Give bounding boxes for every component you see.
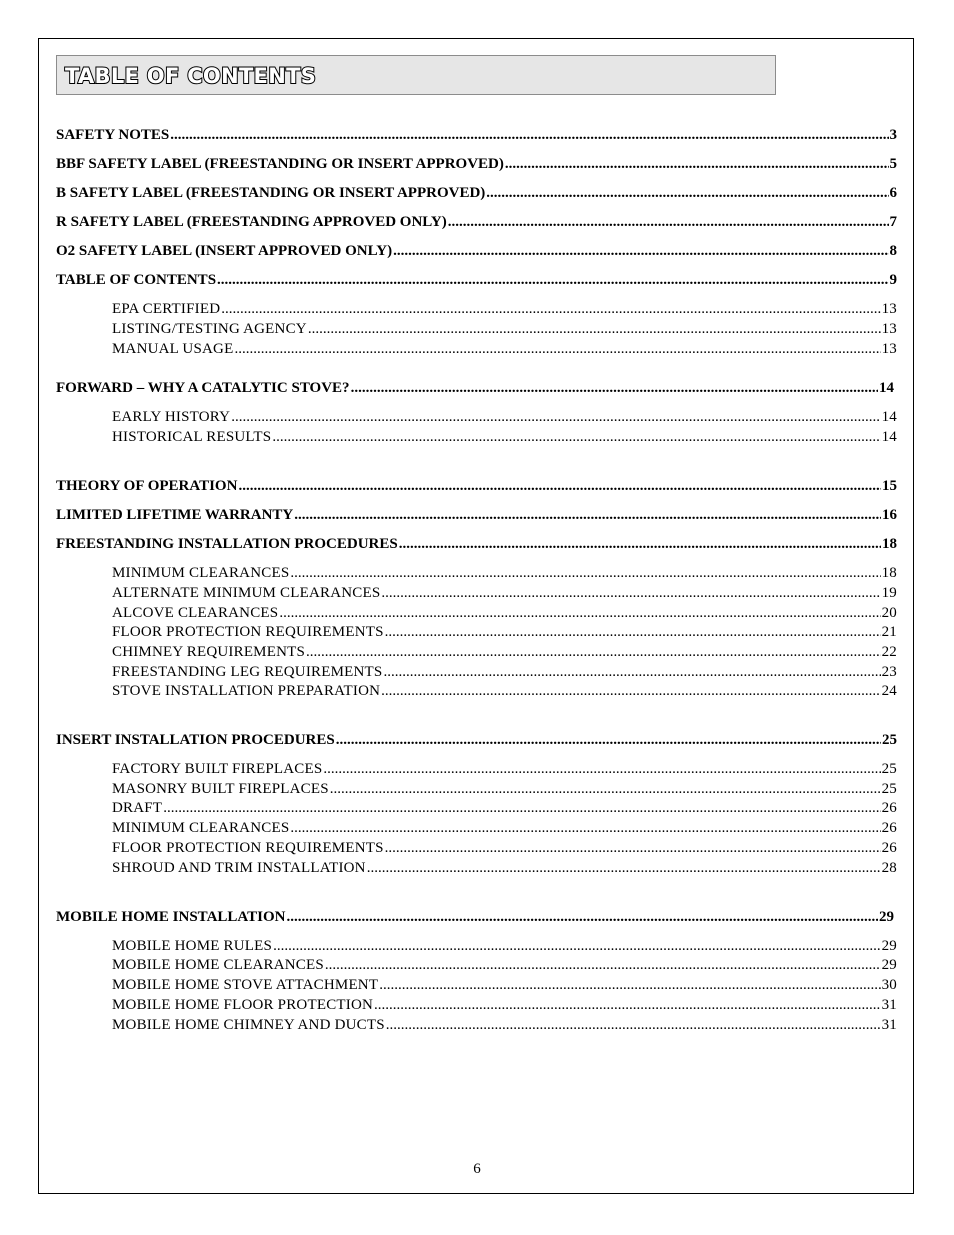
toc-entry-page: 13 xyxy=(881,301,897,317)
toc-entry-page: 21 xyxy=(881,624,897,640)
toc-entry-page: 13 xyxy=(881,341,897,357)
toc-leader-dots xyxy=(385,839,881,857)
toc-leader-dots xyxy=(367,859,881,877)
toc-entry-label: MOBILE HOME INSTALLATION xyxy=(56,909,286,925)
toc-entry-page: 26 xyxy=(881,840,897,856)
toc-leader-dots xyxy=(374,996,881,1014)
toc-leader-dots xyxy=(234,340,880,358)
toc-entry[interactable] xyxy=(56,184,897,202)
toc-leader-dots xyxy=(325,956,881,974)
toc-entry-label: ALTERNATE MINIMUM CLEARANCES xyxy=(112,585,381,601)
toc-leader-dots xyxy=(273,937,881,955)
toc-entry-page: 29 xyxy=(881,938,897,954)
toc-entry-page: 30 xyxy=(881,977,897,993)
toc-entry-label: BBF SAFETY LABEL (FREESTANDING OR INSERT APPROVED) xyxy=(56,156,504,172)
toc-leader-dots xyxy=(386,1016,881,1034)
toc-entry-label: MOBILE HOME CLEARANCES xyxy=(112,957,324,973)
toc-leader-dots xyxy=(238,477,881,495)
toc-subentry[interactable] xyxy=(112,682,897,700)
toc-subentry[interactable] xyxy=(112,584,897,602)
toc-entry-label: HISTORICAL RESULTS xyxy=(112,429,272,445)
toc-leader-dots xyxy=(308,320,881,338)
toc-entry[interactable] xyxy=(56,477,897,495)
toc-entry[interactable] xyxy=(56,731,897,749)
toc-entry-page: 24 xyxy=(881,683,897,699)
toc-subentry[interactable] xyxy=(112,428,897,446)
toc-subentry[interactable] xyxy=(112,976,897,994)
toc-subentry[interactable] xyxy=(112,760,897,778)
toc-entry-label: INSERT INSTALLATION PROCEDURES xyxy=(56,732,335,748)
toc-entry-label: FACTORY BUILT FIREPLACES xyxy=(112,761,323,777)
toc-entry-page: 22 xyxy=(881,644,897,660)
toc-entry[interactable] xyxy=(56,271,897,289)
toc-subentry[interactable] xyxy=(112,1016,897,1034)
toc-entry-label: B SAFETY LABEL (FREESTANDING OR INSERT APPROVED) xyxy=(56,185,486,201)
toc-leader-dots xyxy=(379,976,880,994)
toc-entry-label: MOBILE HOME CHIMNEY AND DUCTS xyxy=(112,1017,385,1033)
toc-entry[interactable] xyxy=(56,242,897,260)
toc-subentry[interactable] xyxy=(112,300,897,318)
toc-subentry[interactable] xyxy=(112,839,897,857)
toc-subentry[interactable] xyxy=(112,996,897,1014)
toc-entry-page: 3 xyxy=(889,127,897,143)
toc-subentry[interactable] xyxy=(112,564,897,582)
toc-entry-page: 19 xyxy=(881,585,897,601)
toc-leader-dots xyxy=(330,780,881,798)
toc-entry[interactable] xyxy=(56,379,894,397)
toc-entry-label: MOBILE HOME STOVE ATTACHMENT xyxy=(112,977,379,993)
toc-entry-label: EPA CERTIFIED xyxy=(112,301,221,317)
toc-entry-label: SAFETY NOTES xyxy=(56,127,170,143)
title-banner xyxy=(56,55,776,95)
toc-entry-label: MASONRY BUILT FIREPLACES xyxy=(112,781,329,797)
toc-leader-dots xyxy=(351,379,878,397)
toc-entry-page: 18 xyxy=(881,565,897,581)
toc-entry-page: 28 xyxy=(881,860,897,876)
toc-entry-label: ALCOVE CLEARANCES xyxy=(112,605,279,621)
toc-entry-page: 26 xyxy=(881,800,897,816)
toc-entry-label: LIMITED LIFETIME WARRANTY xyxy=(56,507,294,523)
toc-leader-dots xyxy=(170,126,888,144)
toc-entry-page: 26 xyxy=(881,820,897,836)
toc-entry-label: SHROUD AND TRIM INSTALLATION xyxy=(112,860,366,876)
toc-leader-dots xyxy=(399,535,881,553)
toc-entry-label: EARLY HISTORY xyxy=(112,409,231,425)
toc-entry-label: FLOOR PROTECTION REQUIREMENTS xyxy=(112,840,384,856)
toc-entry-label: LISTING/TESTING AGENCY xyxy=(112,321,307,337)
toc-subentry[interactable] xyxy=(112,780,897,798)
toc-entry-page: 29 xyxy=(879,909,894,925)
toc-leader-dots xyxy=(286,908,878,926)
toc-entry-label: STOVE INSTALLATION PREPARATION xyxy=(112,683,381,699)
toc-entry-label: FORWARD – WHY A CATALYTIC STOVE? xyxy=(56,380,350,396)
toc-subentry[interactable] xyxy=(112,340,897,358)
toc-entry-label: TABLE OF CONTENTS xyxy=(56,272,217,288)
toc-subentry[interactable] xyxy=(112,937,897,955)
toc-leader-dots xyxy=(336,731,881,749)
page-title: TABLE OF CONTENTS xyxy=(65,64,317,88)
toc-entry-page: 31 xyxy=(881,1017,897,1033)
toc-subentry[interactable] xyxy=(112,643,897,661)
toc-subentry[interactable] xyxy=(112,623,897,641)
toc-leader-dots xyxy=(290,564,880,582)
toc-entry[interactable] xyxy=(56,908,894,926)
toc-leader-dots xyxy=(221,300,880,318)
toc-entry-page: 7 xyxy=(889,214,897,230)
toc-entry-label: CHIMNEY REQUIREMENTS xyxy=(112,644,306,660)
toc-leader-dots xyxy=(231,408,880,426)
toc-entry[interactable] xyxy=(56,506,897,524)
toc-entry-page: 6 xyxy=(889,185,897,201)
toc-leader-dots xyxy=(385,623,881,641)
toc-leader-dots xyxy=(272,428,880,446)
toc-subentry[interactable] xyxy=(112,663,897,681)
toc-leader-dots xyxy=(217,271,888,289)
toc-subentry[interactable] xyxy=(112,859,897,877)
toc-leader-dots xyxy=(323,760,880,778)
toc-entry-label: R SAFETY LABEL (FREESTANDING APPROVED ONLY) xyxy=(56,214,447,230)
toc-leader-dots xyxy=(383,663,880,681)
toc-entry-label: MOBILE HOME RULES xyxy=(112,938,273,954)
toc-entry-page: 13 xyxy=(881,321,897,337)
toc-subentry[interactable] xyxy=(112,408,897,426)
toc-entry-label: O2 SAFETY LABEL (INSERT APPROVED ONLY) xyxy=(56,243,393,259)
toc-entry[interactable] xyxy=(56,535,897,553)
toc-subentry[interactable] xyxy=(112,320,897,338)
footer-page-number: 6 xyxy=(473,1161,481,1177)
toc-leader-dots xyxy=(393,242,888,260)
toc-entry-label: FREESTANDING LEG REQUIREMENTS xyxy=(112,664,383,680)
toc-entry-page: 14 xyxy=(881,429,897,445)
toc-entry-page: 8 xyxy=(889,243,897,259)
toc-entry-page: 23 xyxy=(881,664,897,680)
toc-leader-dots xyxy=(163,799,880,817)
toc-leader-dots xyxy=(448,213,889,231)
toc-leader-dots xyxy=(486,184,888,202)
toc-entry-label: MINIMUM CLEARANCES xyxy=(112,820,290,836)
toc-entry[interactable] xyxy=(56,155,897,173)
toc-entry[interactable] xyxy=(56,213,897,231)
toc-entry-page: 20 xyxy=(881,605,897,621)
toc-entry-page: 14 xyxy=(879,380,894,396)
toc-entry-label: FLOOR PROTECTION REQUIREMENTS xyxy=(112,624,384,640)
toc-entry-label: THEORY OF OPERATION xyxy=(56,478,238,494)
toc-leader-dots xyxy=(381,584,880,602)
toc-leader-dots xyxy=(290,819,880,837)
toc-entry-label: DRAFT xyxy=(112,800,163,816)
toc-entry-label: MOBILE HOME FLOOR PROTECTION xyxy=(112,997,374,1013)
toc-subentry[interactable] xyxy=(112,819,897,837)
toc-entry-label: FREESTANDING INSTALLATION PROCEDURES xyxy=(56,536,398,552)
toc-entry-label: MANUAL USAGE xyxy=(112,341,234,357)
toc-entry-page: 25 xyxy=(881,781,897,797)
toc-subentry[interactable] xyxy=(112,604,897,622)
toc-entry-label: MINIMUM CLEARANCES xyxy=(112,565,290,581)
toc-entry-page: 25 xyxy=(881,761,897,777)
toc-entry-page: 16 xyxy=(882,507,897,523)
toc-entry[interactable] xyxy=(56,126,897,144)
toc-entry-page: 31 xyxy=(881,997,897,1013)
toc-entry-page: 18 xyxy=(882,536,897,552)
toc-entry-page: 29 xyxy=(881,957,897,973)
toc-entry-page: 15 xyxy=(882,478,897,494)
toc-entry-page: 5 xyxy=(889,156,897,172)
toc-leader-dots xyxy=(505,155,889,173)
toc-entry-page: 9 xyxy=(889,272,897,288)
toc-entry-page: 14 xyxy=(881,409,897,425)
toc-subentry[interactable] xyxy=(112,956,897,974)
toc-leader-dots xyxy=(306,643,881,661)
toc-leader-dots xyxy=(381,682,880,700)
toc-entry-page: 25 xyxy=(882,732,897,748)
toc-leader-dots xyxy=(279,604,880,622)
toc-leader-dots xyxy=(294,506,881,524)
toc-subentry[interactable] xyxy=(112,799,897,817)
